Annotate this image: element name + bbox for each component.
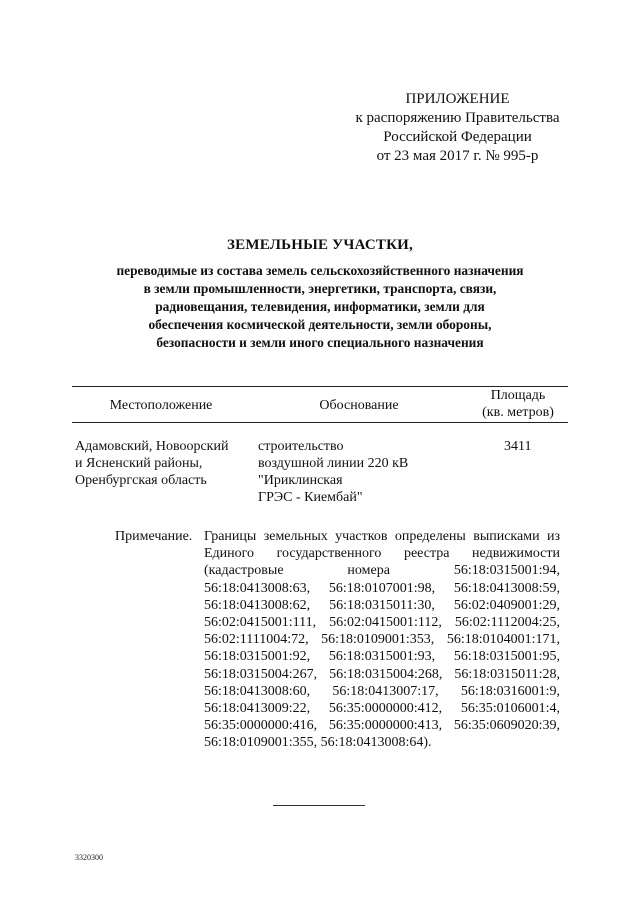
note-line: 56:18:0413008:60, 56:18:0413007:17, 56:18:0316001:9, xyxy=(204,683,560,699)
appendix-header xyxy=(350,90,565,166)
location-line: и Ясненский районы, xyxy=(75,456,203,471)
note-line: 56:18:0413008:63, 56:18:0107001:98, 56:18:0413008:59, xyxy=(204,580,560,596)
document-title: ЗЕМЕЛЬНЫЕ УЧАСТКИ, xyxy=(227,237,413,253)
location-line: Оренбургская область xyxy=(75,473,207,488)
column-header-location: Местоположение xyxy=(109,398,213,413)
basis-line: "Ириклинская xyxy=(258,473,343,488)
appendix-label: ПРИЛОЖЕНИЕ xyxy=(405,91,510,107)
column-header-area xyxy=(468,387,568,421)
note-line: 56:18:0315004:267, 56:18:0315004:268, 56:18:0315011:28, xyxy=(204,666,560,682)
note-line: 56:02:0415001:111, 56:02:0415001:112, 56:02:1112004:25, xyxy=(204,615,560,631)
appendix-order-reference: к распоряжению Правительства xyxy=(355,110,560,126)
note-label: Примечание. xyxy=(115,529,193,544)
document-subtitle xyxy=(60,262,580,352)
subtitle-line: обеспечения космической деятельности, земли обороны, xyxy=(148,317,492,332)
column-header-basis: Обоснование xyxy=(319,398,399,413)
basis-line: строительство xyxy=(258,439,344,454)
note-line: Единого государственного реестра недвижимости xyxy=(204,546,560,562)
note-line: Границы земельных участков определены выписками из xyxy=(204,529,560,544)
subtitle-line: безопасности и земли иного специального назначения xyxy=(156,335,484,350)
note-line: 56:18:0109001:355, 56:18:0413008:64). xyxy=(204,735,432,751)
subtitle-line: переводимые из состава земель сельскохозяйственного назначения xyxy=(116,263,524,278)
note-line: (кадастровые номера 56:18:0315001:94, xyxy=(204,563,560,579)
note-line: 56:18:0413008:62, 56:18:0315011:30, 56:02:0409001:29, xyxy=(204,597,560,613)
column-header-area-line1: Площадь xyxy=(490,388,546,403)
end-divider xyxy=(273,805,365,806)
column-header-area-line2: (кв. метров) xyxy=(482,405,554,420)
note-line: 56:35:0000000:416, 56:35:0000000:413, 56:35:0609020:39, xyxy=(204,718,560,734)
note-line: 56:18:0315001:92, 56:18:0315001:93, 56:18:0315001:95, xyxy=(204,649,560,665)
note-line: 56:02:1111004:72, 56:18:0109001:353, 56:18:0104001:171, xyxy=(204,632,560,648)
table-cell-location xyxy=(75,438,228,489)
document-code: 3320300 xyxy=(75,853,103,862)
subtitle-line: радиовещания, телевидения, информатики, земли для xyxy=(155,299,485,314)
table-cell-area: 3411 xyxy=(504,439,532,454)
location-line: Адамовский, Новоорский xyxy=(75,439,229,454)
table-cell-basis xyxy=(258,438,408,506)
appendix-date-number: от 23 мая 2017 г. № 995-р xyxy=(376,148,539,164)
note-line: 56:18:0413009:22, 56:35:0000000:412, 56:35:0106001:4, xyxy=(204,701,560,717)
appendix-government: Российской Федерации xyxy=(383,129,532,145)
subtitle-line: в земли промышленности, энергетики, транспорта, связи, xyxy=(143,281,497,296)
basis-line: воздушной линии 220 кВ xyxy=(258,456,409,471)
table-header-rule xyxy=(72,422,568,423)
note-body xyxy=(204,528,560,752)
basis-line: ГРЭС - Киембай" xyxy=(258,490,363,505)
